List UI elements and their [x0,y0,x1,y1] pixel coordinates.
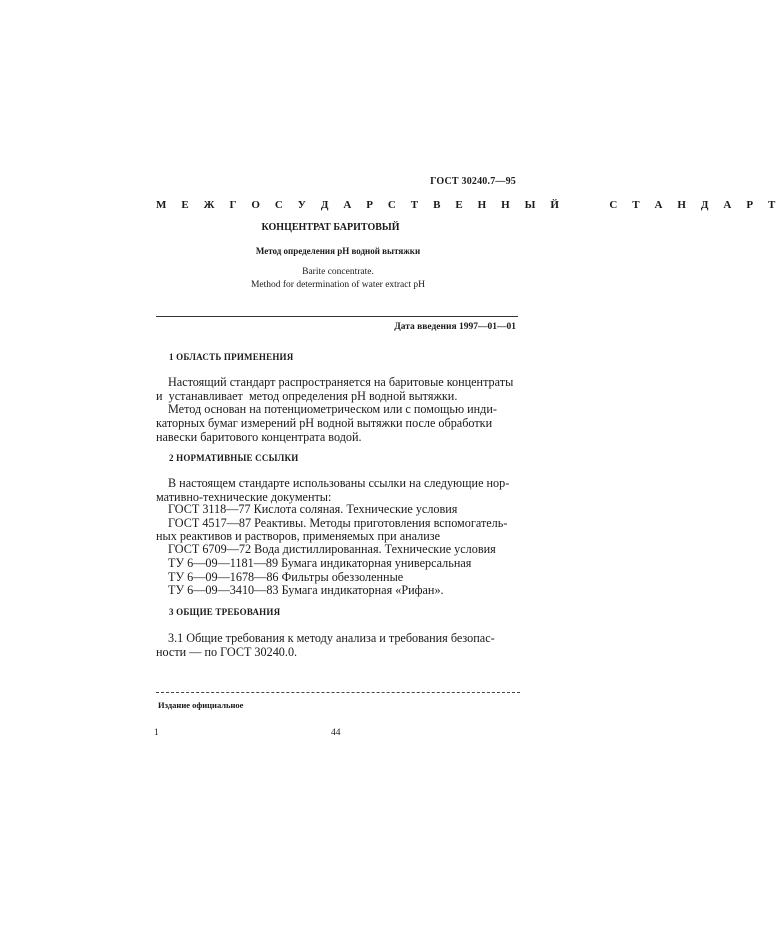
paragraph-line: Метод основан на потенциометрическом или с помощью инди- [168,402,497,416]
paragraph-line: и устанавливает метод определения pH водной вытяжки. [156,389,458,403]
document-code: ГОСТ 30240.7—95 [430,176,516,187]
section-1-heading: 1 ОБЛАСТЬ ПРИМЕНЕНИЯ [169,352,294,362]
reference-item: ТУ 6—09—1181—89 Бумага индикаторная универсальная [168,555,472,570]
header-divider [156,316,518,317]
document-title: КОНЦЕНТРАТ БАРИТОВЫЙ [261,222,400,233]
document-subtitle: Метод определения pH водной вытяжки [255,246,421,256]
reference-item: ГОСТ 3118—77 Кислота соляная. Технические условия [168,502,458,516]
reference-item: ГОСТ 6709—72 Вода дистиллированная. Технические условия [168,542,496,556]
footer-mark: 1 [154,728,159,738]
english-title [0,266,676,292]
paragraph-line: ности — по ГОСТ 30240.0. [156,645,298,659]
normative-references-list-2 [168,543,496,598]
page-number: 44 [331,728,341,738]
section-2-heading: 2 НОРМАТИВНЫЕ ССЫЛКИ [169,453,299,463]
paragraph-line: каторных бумаг измерений pH водной вытяжки после обработки [156,416,493,430]
reference-item: ТУ 6—09—1678—86 Фильтры обеззоленные [168,569,404,584]
paragraph-line: В настоящем стандарте использованы ссылки на следующие нор- [168,476,510,490]
section-3-heading: 3 ОБЩИЕ ТРЕБОВАНИЯ [169,607,281,617]
paragraph-line: мативно-технические документы: [156,490,332,504]
paragraph-line: навески баритового концентрата водой. [156,430,362,444]
interstate-standard-label: М Е Ж Г О С У Д А Р С Т В Е Н Н Ы Й С Т А Н Д А Р Т [156,199,781,211]
section-1-paragraph-1 [156,375,518,403]
reference-item: ТУ 6—09—3410—83 Бумага индикаторная «Рифан». [168,583,444,598]
english-title-line-2: Method for determination of water extract pH [250,280,426,290]
paragraph-line: 3.1 Общие требования к методу анализа и требования безопас- [168,631,495,645]
footer-divider [156,692,520,693]
section-2-paragraph-1 [156,476,518,504]
section-1-paragraph-2 [156,402,518,444]
reference-item-continued: ных реактивов и растворов, применяемых при анализе [156,529,440,543]
introduction-date: Дата введения 1997—01—01 [394,322,516,332]
section-3-paragraph-1 [156,631,518,659]
normative-references-list [168,503,507,531]
english-title-line-1: Barite concentrate. [302,267,374,277]
reference-item: ГОСТ 4517—87 Реактивы. Методы приготовления вспомогатель- [168,515,508,530]
official-edition-note: Издание официальное [158,700,244,710]
paragraph-line: Настоящий стандарт распространяется на баритовые концентраты [168,375,514,389]
